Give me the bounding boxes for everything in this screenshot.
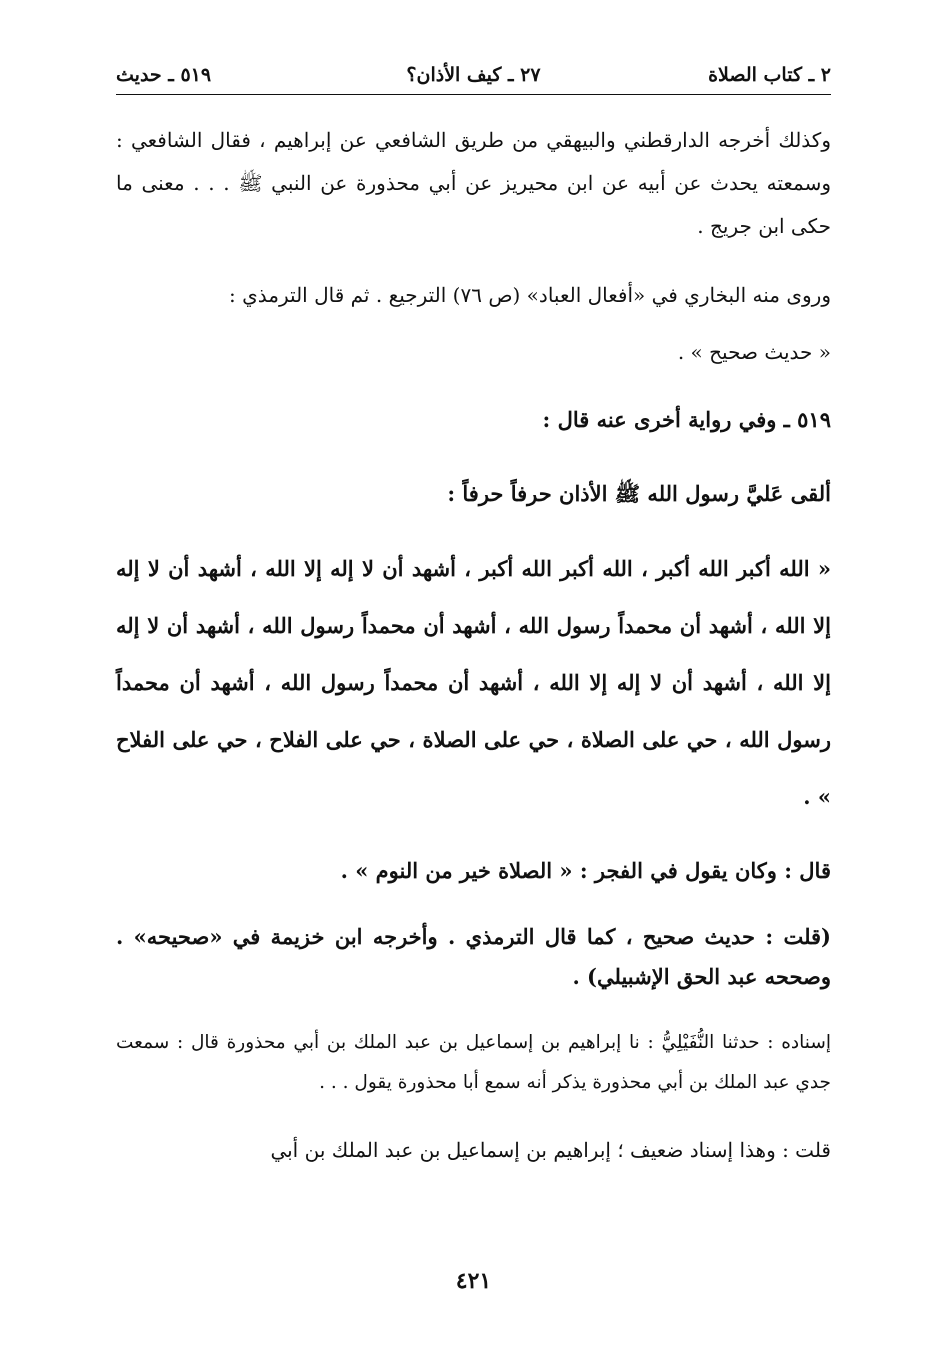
hadith-fajr-note: قال : وكان يقول في الفجر : « الصلاة خير من النوم » .: [340, 858, 831, 883]
running-header: [116, 58, 831, 95]
paragraph-bukhari: وروى منه البخاري في «أفعال العباد» (ص ٧٦) الترجيع . ثم قال الترمذي :: [229, 283, 831, 307]
author-grading: (قلت : حديث صحيح ، كما قال الترمذي . وأخرجه ابن خزيمة في «صحيحه» . وصححه عبد الحق الإشبيلي) .: [116, 924, 831, 989]
header-book-title: ٢ ـ كتاب الصلاة: [708, 64, 831, 86]
paragraph-isnad-critique: قلت : وهذا إسناد ضعيف ؛ إبراهيم بن إسماعيل بن عبد الملك بن أبي: [270, 1138, 831, 1162]
hadith-heading: ٥١٩ ـ وفي رواية أخرى عنه قال :: [542, 407, 831, 432]
paragraph-tirmidhi-verdict: « حديث صحيح » .: [677, 340, 831, 364]
book-page: [116, 58, 831, 1348]
paragraph-takhrij: وكذلك أخرجه الدارقطني والبيهقي من طريق الشافعي عن إبراهيم ، فقال الشافعي : وسمعته يحدث عن أبيه عن ابن محيريز عن أبي محذورة عن النبي ﷺ . . . معنى ما حكى ابن جريج .: [116, 128, 831, 238]
header-hadith-number: ٥١٩ ـ حديث: [116, 64, 212, 86]
page-number: ٤٢١: [455, 1268, 492, 1294]
hadith-intro: ألقى عَليَّ رسول الله ﷺ الأذان حرفاً حرفاً :: [447, 481, 831, 506]
paragraph-isnad: إسناده : حدثنا النُّفَيْلِيُّ : نا إبراهيم بن إسماعيل بن عبد الملك بن أبي محذورة قال : سمعت جدي عبد الملك بن أبي محذورة يذكر أنه سمع أبا محذورة يقول . . .: [116, 1032, 831, 1093]
page-body: [116, 119, 831, 1172]
header-chapter-title: ٢٧ ـ كيف الأذان؟: [406, 64, 541, 86]
hadith-text-adhan: « الله أكبر الله أكبر ، الله أكبر الله أكبر ، أشهد أن لا إله إلا الله ، أشهد أن لا إله إلا الله ، أشهد أن محمداً رسول الله ، أشهد أن محمداً رسول الله ، أشهد أن لا إله إلا الله ، أشهد أن لا إله إلا الله ، أشهد أن محمداً رسول الله ، أشهد أن محمداً رسول الله ، حي على الصلاة ، حي على الصلاة ، حي على الفلاح ، حي على الفلاح » .: [116, 556, 831, 809]
